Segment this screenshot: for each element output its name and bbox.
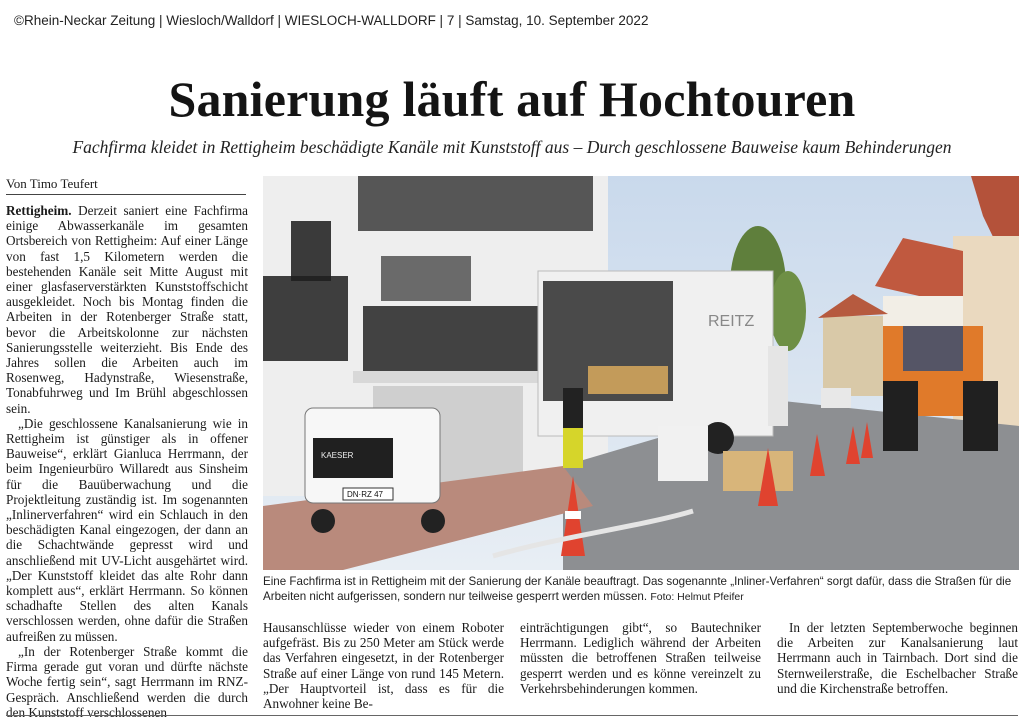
article-photo [263,176,1019,570]
compressor-wheel [421,509,445,533]
balcony [363,306,563,371]
photo-credit: Foto: Helmut Pfeifer [650,591,744,603]
article-column-3 [520,620,761,710]
truck-logo: REITZ [708,313,755,330]
railing-left [263,276,348,361]
tractor-cab [903,326,963,371]
window [291,221,331,281]
worker-legs [563,428,583,468]
compressor-plate: DN·RZ 47 [347,490,384,499]
article-column-1 [6,203,248,720]
article-paragraph: „Die geschlossene Kanalsanierung wie in Rettigheim ist günstiger als in offener Bauweise“, erklärt Gianluca Herrmann, der beim Ingenieurbüro Willaredt aus Sinsheim für die Bauüberwachung und die Projektleitung zuständig ist. Im sogenannten „Inlinerverfahren“ wird ein Schlauch in den beschädigten Kanal eingezogen, der dann an die Schachtwände gepresst wird und anschließend mit UV-Licht ausgehärtet wird. „Der Kunststoff kleidet das alte Rohr dann komplett aus“, erklärt Herrmann. So können schadhafte Stellen des alten Kanals verschlossen werden, ohne dafür die Straßen aufreißen zu müssen. [6,415,248,644]
caption-text: Eine Fachfirma ist in Rettigheim mit der Sanierung der Kanäle beauftragt. Das sogenannte „Inliner-Verfahren“ sorgt dafür, dass die Straßen für die Arbeiten nicht aufgerissen, sondern nur teilweise gesperrt werden müssen. [263,575,1012,603]
bottom-divider [6,715,1018,716]
truck-cargo [588,366,668,394]
tree [770,271,806,351]
article-headline: Sanierung läuft auf Hochtouren [168,71,856,127]
article-paragraph: „In der Rotenberger Straße kommt die Firma gerade gut voran und dürfte nächste Woche fertig sein“, sagt Herrmann im RNZ-Gespräch. Anschließend werden die durch den Kunststoff verschlossenen [6,643,248,720]
publication-info-line: ©Rhein-Neckar Zeitung | Wiesloch/Walldorf | WIESLOCH-WALLDORF | 7 | Samstag, 10. September 2022 [14,13,649,28]
balcony [358,176,593,231]
article-column-4 [777,620,1018,710]
cone-stripe [565,511,581,519]
dateline: Rettigheim. [6,203,72,218]
car [821,388,851,408]
article-subheadline: Fachfirma kleidet in Rettigheim beschädigte Kanäle mit Kunststoff aus – Durch geschlossene Bauweise kaum Behinderungen [72,137,952,157]
worker [658,426,708,481]
worker [563,388,583,428]
author-byline: Von Timo Teufert [6,176,246,195]
photo-caption [263,574,1019,605]
crate [723,451,793,491]
truck-cab [768,346,788,426]
article-paragraph: einträchtigungen gibt“, so Bautechniker Herrmann. Lediglich während der Arbeiten müssten die betroffenen Straßen teilweise gesperrt werden und es könne vereinzelt zu Verkehrsbehinderungen kommen. [520,620,761,696]
compressor-brand: KAESER [321,451,354,460]
paragraph-text: Derzeit saniert eine Fachfirma einige Abwasserkanäle im gesamten Ortsbereich von Rettigheim: Auf einer Länge von fast 1,5 Kilometern werden die bestehenden Kanäle seit Mitte August mit einer glasfaserverstärkten Kunststoffschicht ausgekleidet. Noch bis Montag finden die Arbeiten in der Rotenberger Straße statt, bevor die Arbeitskolonne zur nächsten Sanierungsstelle weiterzieht. Bis Ende des Jahres sollen die Arbeiten auch im Rosenweg, Hadynstraße, Wiesenstraße, Tonabfuhrweg und Im Brühl abgeschlossen sein. [6,203,248,416]
window [381,256,471,301]
tractor-wheel [963,381,998,451]
compressor-wheel [311,509,335,533]
article-paragraph [6,203,248,416]
article-paragraph: In der letzten Septemberwoche beginnen die Arbeiten zur Kanalsanierung laut Herrmann auch in Tairnbach. Dort sind die Sternweilerstraße, die Eschelbacher Straße und die Kirchenstraße betroffen. [777,620,1018,696]
article-paragraph: Hausanschlüsse wieder von einem Roboter aufgefräst. Bis zu 250 Meter am Stück werde das Verfahren eingesetzt, in der Rotenberger Straße auf einer Länge von rund 145 Metern. „Der Hauptvorteil ist, dass es für die Anwohner keine Be- [263,620,504,712]
house-far [823,316,883,396]
article-column-2 [263,620,504,710]
tractor-wheel [883,381,918,451]
